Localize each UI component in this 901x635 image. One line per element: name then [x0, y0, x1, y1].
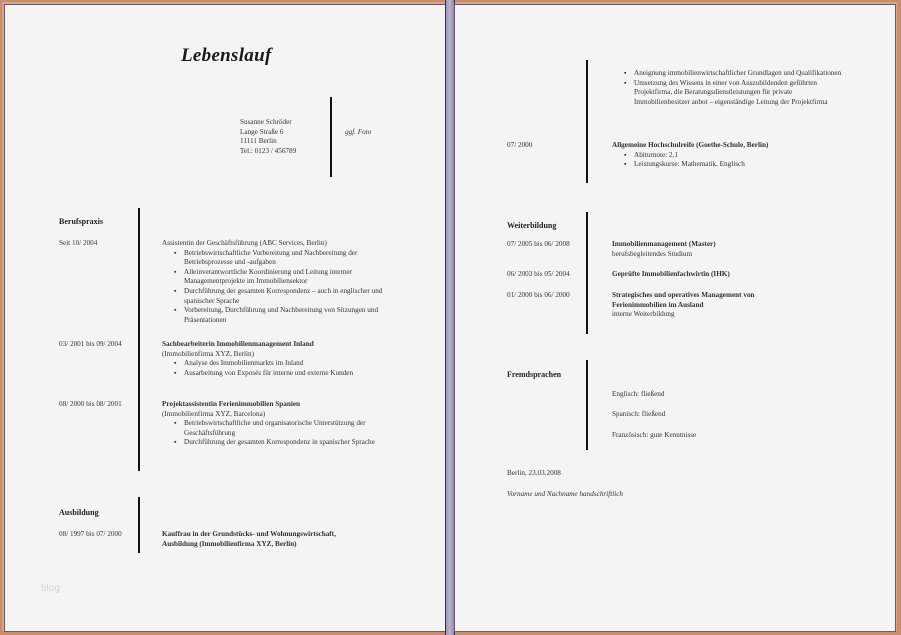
section-heading-fremdsprachen: Fremdsprachen	[507, 370, 562, 379]
contact-phone: Tel.: 0123 / 456789	[240, 146, 297, 155]
section-heading-berufspraxis: Berufspraxis	[59, 217, 103, 226]
bullet-item: ▪ Leistungskurse: Mathematik, Englisch	[622, 160, 852, 170]
bullet-item: ▪ Analyse des Immobilienmarkts im Inland	[172, 359, 402, 369]
signature-place-date: Berlin, 23.03.2008	[507, 469, 561, 477]
contact-block	[240, 118, 296, 156]
entry-date: 07/ 2005 bis 06/ 2008	[507, 240, 570, 248]
berufspraxis-divider	[138, 208, 140, 471]
fremdsprachen-divider	[586, 360, 588, 450]
education-line: Kauffrau in der Grundstücks- und Wohnungswirtschaft,	[162, 530, 336, 538]
continued-bullets	[612, 69, 847, 107]
language-item: Englisch: fließend	[612, 390, 665, 398]
entry-title: Allgemeine Hochschulreife (Goethe-Schule, Berlin)	[612, 141, 769, 149]
bullet-item: ▪ Vorbereitung, Durchführung und Nachbereitung von Sitzungen und Präsentationen	[172, 306, 402, 325]
entry-title: Sachbearbeiterin Immobilienmanagement Inland	[162, 340, 314, 348]
education-entry	[162, 530, 336, 549]
bullet-item: ▪ Alleinverantwortliche Koordinierung und Leitung interner Managementprojekte im Immobiliensektor	[172, 268, 402, 287]
contact-street: Lange Straße 6	[240, 127, 284, 136]
bullet-item: ▪ Abiturnote: 2,1	[622, 151, 852, 161]
page-title: Lebenslauf	[181, 45, 272, 66]
contact-name: Susanne Schröder	[240, 118, 292, 126]
signature-name-line: Vorname und Nachname handschriftlich	[507, 490, 623, 498]
watermark: blog	[41, 583, 60, 594]
entry-subtitle: (Immobilienfirma XYZ, Barcelona)	[162, 409, 266, 418]
entry-title: Projektassistentin Ferienimmobilien Spanien	[162, 400, 301, 408]
training-entry	[612, 270, 730, 280]
photo-placeholder: ggf. Foto	[345, 128, 372, 136]
language-item: Französisch: gute Kenntnisse	[612, 431, 697, 439]
entry-date: 07/ 2000	[507, 141, 533, 149]
experience-entry	[162, 239, 402, 325]
training-title: Geprüfte Immobilienfachwirtin (IHK)	[612, 270, 730, 278]
experience-entry	[162, 400, 402, 448]
language-item: Spanisch: fließend	[612, 410, 666, 418]
entry-date: 08/ 2000 bis 08/ 2001	[59, 400, 122, 408]
bullet-item: ▪ Betriebswirtschaftliche und organisatorische Unterstützung der Geschäftsführung	[172, 419, 402, 438]
entry-date: 08/ 1997 bis 07/ 2000	[59, 530, 122, 538]
training-detail: berufsbegleitendes Studium	[612, 249, 693, 258]
entry-subtitle: (Immobilienfirma XYZ, Berlin)	[162, 349, 255, 358]
bullet-item: ▪ Ausarbeitung von Exposés für interne und externe Kunden	[172, 369, 402, 379]
section-heading-weiterbildung: Weiterbildung	[507, 221, 557, 230]
bullet-item: ▪ Aneignung immobilienwirtschaftlicher Grundlagen und Qualifikationen	[622, 69, 847, 79]
bullet-item: ▪ Betriebswirtschaftliche Vorbereitung und Nachbereitung der Betriebsprozesse und -aufgaben	[172, 249, 402, 268]
ausbildung-divider	[138, 497, 140, 553]
entry-date: 03/ 2001 bis 09/ 2004	[59, 340, 122, 348]
entry-title: Assistentin der Geschäftsführung (ABC Services, Berlin)	[162, 239, 327, 247]
education-line: Ausbildung (Immobilienfirma XYZ, Berlin)	[162, 539, 297, 548]
bullet-item: ▪ Umsetzung des Wissens in einer von Auszubildenden geführten Projektfirma, die Beratungsdienstleistungen für private Immobilienbesitzer anbot – eigenständige Leitung der Projektfirma	[622, 79, 847, 108]
weiterbildung-divider	[586, 212, 588, 334]
training-entry	[612, 291, 755, 320]
training-title: Immobilienmanagement (Master)	[612, 240, 716, 248]
entry-date: Seit 10/ 2004	[59, 239, 98, 247]
entry-date: 01/ 2000 bis 06/ 2000	[507, 291, 570, 299]
header-divider	[330, 97, 332, 177]
continued-divider	[586, 60, 588, 183]
bullet-item: ▪ Durchführung der gesamten Korrespondenz – auch in englischer und spanischer Sprache	[172, 287, 402, 306]
training-title: Ferienimmobilien im Ausland	[612, 300, 704, 309]
section-heading-ausbildung: Ausbildung	[59, 508, 99, 517]
experience-entry	[162, 340, 402, 378]
training-detail: interne Weiterbildung	[612, 310, 675, 319]
entry-date: 06/ 2003 bis 05/ 2004	[507, 270, 570, 278]
training-title: Strategisches und operatives Management von	[612, 291, 755, 299]
page-right	[455, 5, 895, 631]
training-entry	[612, 240, 716, 259]
contact-city: 11111 Berlin	[240, 137, 277, 146]
page-left	[5, 5, 445, 631]
school-entry	[612, 141, 852, 170]
bullet-item: ▪ Durchführung der gesamten Korrespondenz in spanischer Sprache	[172, 438, 402, 448]
page-gutter	[445, 0, 455, 635]
